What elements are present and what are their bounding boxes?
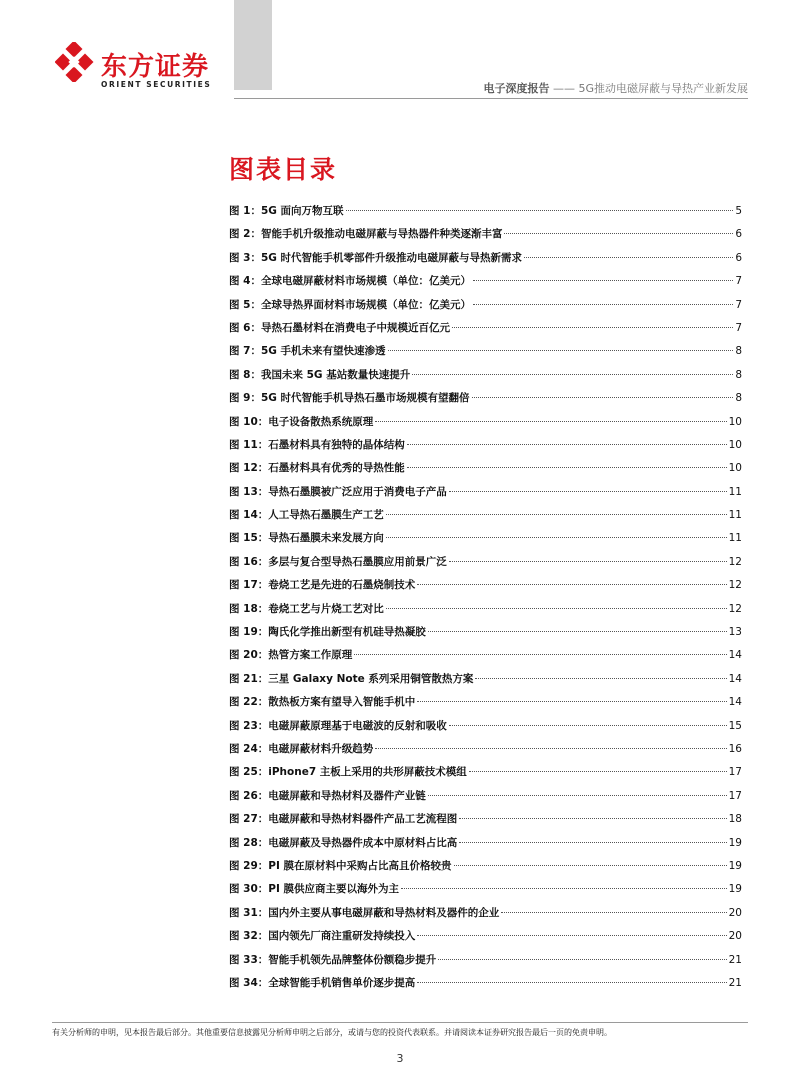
toc-entry[interactable] xyxy=(229,247,742,270)
toc-entry-page[interactable]: 12 xyxy=(728,555,742,568)
toc-entry-page[interactable]: 8 xyxy=(735,392,742,405)
toc-entry[interactable] xyxy=(229,294,742,317)
toc-entry-label[interactable]: 图 22：散热板方案有望导入智能手机中 xyxy=(229,696,416,709)
toc-dot-leader xyxy=(417,701,726,702)
toc-dot-leader xyxy=(524,257,733,258)
toc-entry-page[interactable]: 11 xyxy=(728,532,742,545)
toc-entry[interactable] xyxy=(229,200,742,223)
toc-entry-page[interactable]: 14 xyxy=(728,649,742,662)
toc-entry-label[interactable]: 图 12：石墨材料具有优秀的导热性能 xyxy=(229,462,405,475)
toc-dot-leader xyxy=(401,888,727,889)
toc-dot-leader xyxy=(375,421,726,422)
toc-dot-leader xyxy=(407,467,727,468)
page-number: 3 xyxy=(396,1052,404,1065)
report-header xyxy=(483,80,748,96)
toc-entry[interactable] xyxy=(229,387,742,410)
toc-entry-label[interactable]: 图 1：5G 面向万物互联 xyxy=(229,205,344,217)
toc-entry-label[interactable]: 图 13：导热石墨膜被广泛应用于消费电子产品 xyxy=(229,485,447,498)
toc-entry-page[interactable]: 19 xyxy=(728,836,742,849)
toc-dot-leader xyxy=(469,771,727,772)
toc-entry-label[interactable]: 图 6：导热石墨材料在消费电子中规模近百亿元 xyxy=(229,321,450,334)
toc-entry-label[interactable]: 图 21：三星 Galaxy Note 系列采用铜管散热方案 xyxy=(229,672,474,685)
toc-entry-page[interactable]: 8 xyxy=(735,345,742,358)
toc-entry-label[interactable]: 图 25：iPhone7 主板上采用的共形屏蔽技术模组 xyxy=(229,766,467,779)
toc-entry-label[interactable]: 图 5：全球导热界面材料市场规模（单位：亿美元） xyxy=(229,298,471,311)
report-title: 5G推动电磁屏蔽与导热产业新发展 xyxy=(578,82,748,95)
toc-entry-page[interactable]: 6 xyxy=(735,228,742,241)
toc-entry[interactable] xyxy=(229,902,742,925)
header-divider xyxy=(234,98,748,99)
toc-entry[interactable] xyxy=(229,504,742,527)
toc-dot-leader xyxy=(501,912,726,913)
toc-entry[interactable] xyxy=(229,434,742,457)
toc-entry-label[interactable]: 图 23：电磁屏蔽原理基于电磁波的反射和吸收 xyxy=(229,719,447,732)
toc-entry-page[interactable]: 21 xyxy=(728,976,742,989)
footer-disclaimer: 有关分析师的申明，见本报告最后部分。其他重要信息披露见分析师申明之后部分，或请与您的投资代表联系。并请阅读本证券研究报告最后一页的免责申明。 xyxy=(52,1028,612,1037)
toc-entry-label[interactable]: 图 4：全球电磁屏蔽材料市场规模（单位：亿美元） xyxy=(229,275,471,288)
toc-entry-label[interactable]: 图 26：电磁屏蔽和导热材料及器件产业链 xyxy=(229,789,426,802)
toc-dot-leader xyxy=(475,678,726,679)
toc-dot-leader xyxy=(386,514,727,515)
toc-entry[interactable] xyxy=(229,598,742,621)
toc-entry-page[interactable]: 17 xyxy=(728,766,742,779)
toc-entry[interactable] xyxy=(229,949,742,972)
toc-entry-page[interactable]: 14 xyxy=(728,696,742,709)
toc-entry[interactable] xyxy=(229,317,742,340)
toc-entry-label[interactable]: 图 2：智能手机升级推动电磁屏蔽与导热器件种类逐渐丰富 xyxy=(229,228,503,241)
toc-entry[interactable] xyxy=(229,527,742,550)
report-type: 电子深度报告 xyxy=(483,82,550,95)
toc-entry-label[interactable]: 图 7：5G 手机未来有望快速渗透 xyxy=(229,345,386,358)
toc-entry-page[interactable]: 7 xyxy=(735,321,742,334)
toc-dot-leader xyxy=(386,537,727,538)
brand-name-en: ORIENT SECURITIES xyxy=(101,80,212,89)
toc-entry[interactable] xyxy=(229,761,742,784)
toc-entry-page[interactable]: 8 xyxy=(735,368,742,381)
toc-dot-leader xyxy=(354,654,726,655)
toc-entry-label[interactable]: 图 8：我国未来 5G 基站数量快速提升 xyxy=(229,368,411,381)
toc-title: 图表目录 xyxy=(229,155,338,184)
toc-entry-page[interactable]: 7 xyxy=(735,298,742,311)
toc-entry-label[interactable]: 图 17：卷烧工艺是先进的石墨烧制技术 xyxy=(229,579,416,592)
toc-entry[interactable] xyxy=(229,668,742,691)
toc-entry-label[interactable]: 图 14：人工导热石墨膜生产工艺 xyxy=(229,509,384,522)
toc-entry-page[interactable]: 15 xyxy=(728,719,742,732)
header-grey-band xyxy=(234,0,272,90)
toc-entry[interactable] xyxy=(229,878,742,901)
toc-entry[interactable] xyxy=(229,364,742,387)
toc-entry-page[interactable]: 10 xyxy=(728,438,742,451)
toc-dot-leader xyxy=(412,374,733,375)
toc-entry-label[interactable]: 图 31：国内外主要从事电磁屏蔽和导热材料及器件的企业 xyxy=(229,906,500,919)
toc-entry-label[interactable]: 图 30：PI 膜供应商主要以海外为主 xyxy=(229,883,400,896)
toc-entry-page[interactable]: 12 xyxy=(728,579,742,592)
toc-entry[interactable] xyxy=(229,972,742,995)
toc-entry-page[interactable]: 11 xyxy=(728,485,742,498)
toc-entry-page[interactable]: 7 xyxy=(735,275,742,288)
toc-entry[interactable] xyxy=(229,925,742,948)
toc-dot-leader xyxy=(386,608,727,609)
toc-entry-label[interactable]: 图 9：5G 时代智能手机导热石墨市场规模有望翻倍 xyxy=(229,392,470,405)
toc-entry[interactable] xyxy=(229,808,742,831)
toc-dot-leader xyxy=(449,561,727,562)
toc-entry-label[interactable]: 图 16：多层与复合型导热石墨膜应用前景广泛 xyxy=(229,555,447,568)
toc-dot-leader xyxy=(452,327,733,328)
toc-dot-leader xyxy=(449,491,727,492)
toc-dot-leader xyxy=(407,444,727,445)
toc-entry[interactable] xyxy=(229,855,742,878)
toc-dot-leader xyxy=(388,350,734,351)
toc-entry-page[interactable]: 20 xyxy=(728,906,742,919)
toc-dot-leader xyxy=(472,397,734,398)
toc-entry[interactable] xyxy=(229,832,742,855)
toc-entry-label[interactable]: 图 28：电磁屏蔽及导热器件成本中原材料占比高 xyxy=(229,836,458,849)
toc-entry-page[interactable]: 17 xyxy=(728,789,742,802)
toc-entry[interactable] xyxy=(229,574,742,597)
toc-entry-page[interactable]: 10 xyxy=(728,462,742,475)
toc-dot-leader xyxy=(473,280,733,281)
toc-list xyxy=(229,200,742,995)
toc-entry-label[interactable]: 图 27：电磁屏蔽和导热材料器件产品工艺流程图 xyxy=(229,813,458,826)
brand-name-cn: 东方证券 xyxy=(101,52,210,82)
toc-entry-page[interactable]: 19 xyxy=(728,859,742,872)
toc-entry-page[interactable]: 16 xyxy=(728,742,742,755)
toc-entry[interactable] xyxy=(229,738,742,761)
toc-entry-label[interactable]: 图 33：智能手机领先品牌整体份额稳步提升 xyxy=(229,953,437,966)
toc-entry[interactable] xyxy=(229,270,742,293)
toc-entry-page[interactable]: 10 xyxy=(728,415,742,428)
toc-entry-label[interactable]: 图 20：热管方案工作原理 xyxy=(229,649,353,662)
toc-dot-leader xyxy=(417,584,726,585)
toc-entry[interactable] xyxy=(229,715,742,738)
toc-entry[interactable] xyxy=(229,644,742,667)
toc-entry-label[interactable]: 图 10：电子设备散热系统原理 xyxy=(229,415,374,428)
toc-entry[interactable] xyxy=(229,223,742,246)
toc-entry[interactable] xyxy=(229,411,742,434)
toc-entry-page[interactable]: 6 xyxy=(735,251,742,264)
toc-entry-page[interactable]: 14 xyxy=(728,672,742,685)
toc-entry-label[interactable]: 图 29：PI 膜在原材料中采购占比高且价格较贵 xyxy=(229,859,452,872)
orient-securities-logo-icon xyxy=(55,42,95,82)
toc-dot-leader xyxy=(504,233,733,234)
toc-entry-page[interactable]: 18 xyxy=(728,813,742,826)
toc-entry-label[interactable]: 图 18：卷烧工艺与片烧工艺对比 xyxy=(229,602,384,615)
toc-entry-label[interactable]: 图 3：5G 时代智能手机零部件升级推动电磁屏蔽与导热新需求 xyxy=(229,251,523,264)
toc-entry-page[interactable]: 21 xyxy=(728,953,742,966)
toc-dot-leader xyxy=(428,795,727,796)
toc-entry-label[interactable]: 图 24：电磁屏蔽材料升级趋势 xyxy=(229,742,374,755)
toc-entry-page[interactable]: 20 xyxy=(728,930,742,943)
toc-entry-label[interactable]: 图 15：导热石墨膜未来发展方向 xyxy=(229,532,384,545)
toc-entry-label[interactable]: 图 11：石墨材料具有独特的晶体结构 xyxy=(229,438,405,451)
toc-entry[interactable] xyxy=(229,481,742,504)
toc-dot-leader xyxy=(417,982,726,983)
toc-entry[interactable] xyxy=(229,785,742,808)
toc-dot-leader xyxy=(438,959,726,960)
toc-entry-page[interactable]: 5 xyxy=(735,205,742,217)
toc-dot-leader xyxy=(417,935,726,936)
toc-dot-leader xyxy=(454,865,727,866)
footer-divider xyxy=(52,1022,748,1023)
toc-entry-page[interactable]: 19 xyxy=(728,883,742,896)
toc-dot-leader xyxy=(459,842,726,843)
toc-entry-page[interactable]: 12 xyxy=(728,602,742,615)
toc-entry[interactable] xyxy=(229,340,742,363)
header-separator: —— xyxy=(552,82,575,95)
toc-dot-leader xyxy=(459,818,726,819)
toc-entry[interactable] xyxy=(229,551,742,574)
toc-entry-page[interactable]: 11 xyxy=(728,509,742,522)
toc-dot-leader xyxy=(473,304,733,305)
toc-entry[interactable] xyxy=(229,457,742,480)
toc-entry[interactable] xyxy=(229,691,742,714)
toc-entry[interactable] xyxy=(229,621,742,644)
toc-dot-leader xyxy=(428,631,727,632)
toc-dot-leader xyxy=(346,210,734,211)
toc-entry-label[interactable]: 图 32：国内领先厂商注重研发持续投入 xyxy=(229,930,416,943)
toc-dot-leader xyxy=(375,748,726,749)
toc-entry-page[interactable]: 13 xyxy=(728,626,742,639)
toc-entry-label[interactable]: 图 34：全球智能手机销售单价逐步提高 xyxy=(229,976,416,989)
toc-entry-label[interactable]: 图 19：陶氏化学推出新型有机硅导热凝胶 xyxy=(229,626,426,639)
toc-dot-leader xyxy=(449,725,727,726)
